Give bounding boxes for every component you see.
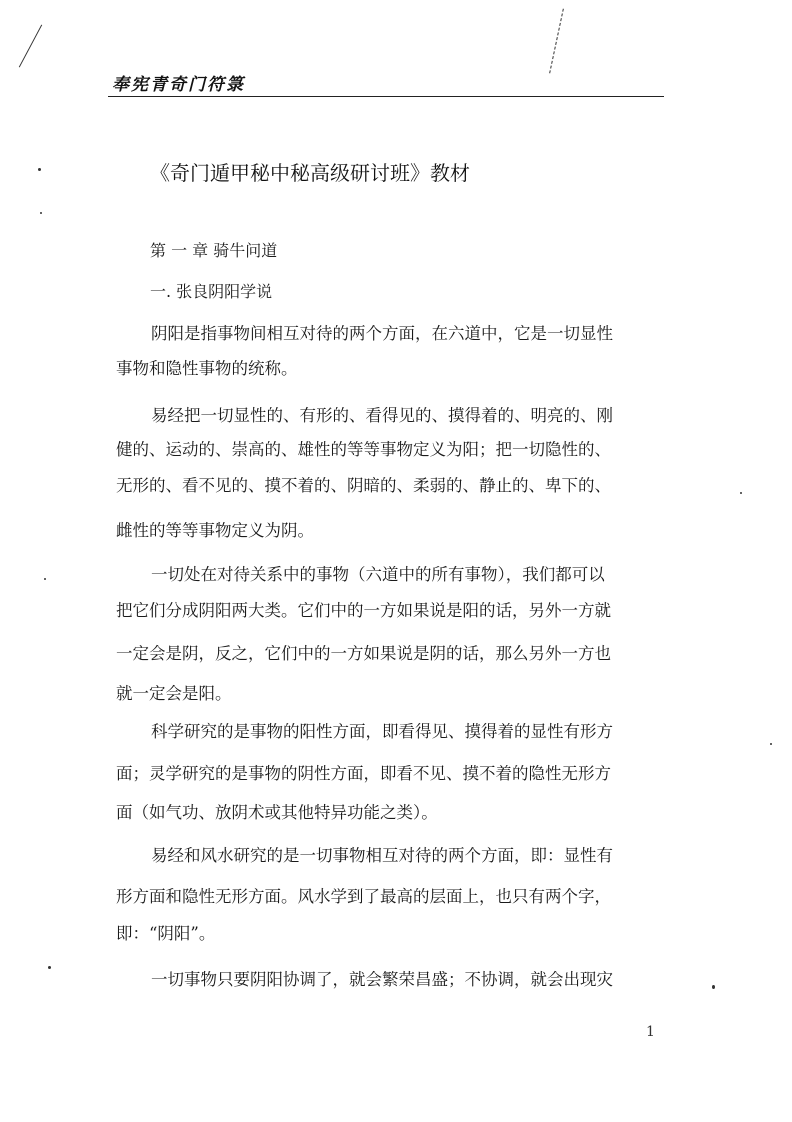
body-line: 即：“阴阳”。	[116, 924, 216, 943]
section-heading: 一. 张良阴阳学说	[150, 282, 273, 301]
scan-mark	[19, 25, 42, 68]
scan-speck	[740, 492, 742, 494]
body-line: 把它们分成阴阳两大类。它们中的一方如果说是阳的话，另外一方就	[116, 601, 611, 620]
running-header: 奉宪青奇门符箓	[112, 75, 245, 95]
body-line: 事物和隐性事物的统称。	[116, 359, 298, 378]
chapter-heading: 第 一 章 骑牛问道	[150, 241, 278, 260]
scan-speck	[44, 578, 46, 580]
scan-speck	[770, 743, 772, 745]
body-line: 科学研究的是事物的阳性方面，即看得见、摸得着的显性有形方	[151, 722, 613, 741]
body-line: 雌性的等等事物定义为阴。	[116, 521, 314, 540]
body-line: 一定会是阴，反之，它们中的一方如果说是阴的话，那么另外一方也	[116, 644, 611, 663]
scan-speck	[712, 985, 715, 989]
scan-speck	[40, 212, 42, 214]
body-line: 易经和风水研究的是一切事物相互对待的两个方面，即：显性有	[151, 846, 613, 865]
body-line: 形方面和隐性无形方面。风水学到了最高的层面上，也只有两个字，	[116, 887, 611, 906]
body-line: 面（如气功、放阴术或其他特异功能之类）。	[116, 803, 438, 822]
body-line: 阴阳是指事物间相互对待的两个方面，在六道中，它是一切显性	[151, 324, 613, 343]
body-line: 无形的、看不见的、摸不着的、阴暗的、柔弱的、静止的、卑下的、	[116, 476, 611, 495]
scan-speck	[38, 168, 41, 171]
page-number: 1	[646, 1024, 655, 1040]
body-line: 一切事物只要阴阳协调了，就会繁荣昌盛；不协调，就会出现灾	[151, 970, 613, 989]
document-title: 《奇门遁甲秘中秘高级研讨班》教材	[150, 161, 470, 185]
body-line: 健的、运动的、崇高的、雄性的等等事物定义为阳；把一切隐性的、	[116, 440, 611, 459]
scan-mark	[549, 9, 564, 74]
body-line: 一切处在对待关系中的事物（六道中的所有事物），我们都可以	[151, 565, 605, 584]
body-line: 面；灵学研究的是事物的阴性方面，即看不见、摸不着的隐性无形方	[116, 764, 611, 783]
scan-speck	[48, 966, 51, 969]
header-rule	[108, 96, 664, 97]
body-line: 易经把一切显性的、有形的、看得见的、摸得着的、明亮的、刚	[151, 406, 613, 425]
body-line: 就一定会是阳。	[116, 684, 232, 703]
